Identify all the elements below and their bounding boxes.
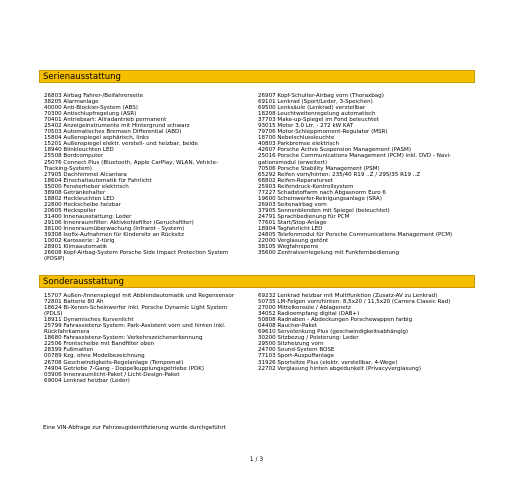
equipment-item: 26708 Geschwindigkeits-Regelanlage (Tempomat) <box>44 359 184 366</box>
equipment-item: 68802 Reifen-Reparaturset <box>258 177 333 184</box>
equipment-item: 40000 Anti-Blockier-System (ABS) <box>44 105 138 112</box>
equipment-item: 27000 Mittelkonsole / Ablagenetz <box>258 305 351 312</box>
equipment-item: 30200 Sitzbezug / Polsterung: Leder <box>258 335 359 342</box>
equipment-item: 28399 Fußmatten <box>44 347 94 354</box>
equipment-item: 18680 Fahrassistenz-System: Verkehrszeichenerkennung <box>44 335 203 342</box>
equipment-item: 69004 Lenkrad heizbar (Leder) <box>44 377 130 384</box>
equipment-item: 18904 Tagfahrlicht LED <box>258 226 323 233</box>
equipment-item: 00789 Kzg. ohne Modelbezeichnung <box>44 353 145 360</box>
equipment-item: 50735 LM-Felgen vorn/hinten: 8,5x20 / 11,5x20 (Carrera Classic Rad) <box>258 299 451 306</box>
equipment-item: 25799 Fahrassistenz-System: Park-Assistent vorn und hinten inkl. <box>44 323 226 330</box>
equipment-item: 18624 Bi-Xenon-Scheinwerfer inkl. Porsche Dynamic Light System <box>44 305 228 312</box>
sonderausstattung-left-column <box>44 293 258 384</box>
sonderausstattung-right-column <box>258 293 474 384</box>
sonderausstattung-columns <box>44 293 474 384</box>
equipment-item: 03906 Innenraumlicht-Paket / Licht-Design-Paket <box>44 371 180 378</box>
serienausstattung-columns <box>44 93 474 262</box>
equipment-item: 69500 Lenksäule (Lenkrad) verstellbar <box>258 105 366 112</box>
equipment-item: 18911 Dynamisches Kurvenlicht <box>44 317 134 324</box>
equipment-item: 15804 Außenspiegel asphärisch, links <box>44 135 149 142</box>
serienausstattung-left-column <box>44 93 258 262</box>
equipment-item: 35000 Fensterheber elektrisch <box>44 183 129 190</box>
equipment-item: 26803 Airbag Fahrer-/Beifahrerseite <box>44 93 144 99</box>
equipment-item: 25076 Connect Plus (Bluetooth, Apple CarPlay, WLAN, Vehicle- <box>44 159 218 166</box>
equipment-item: 29106 Innenraumfilter: Aktivkohlefilter (Geruchsfilter) <box>44 219 194 226</box>
equipment-item: 77227 Schadstoffarm nach Abgasnorm Euro 6 <box>258 189 386 196</box>
equipment-item: 74904 Getriebe 7-Gang - Doppelkupplungsgetriebe (PDK) <box>44 365 205 372</box>
equipment-item: 25508 Bordcomputer <box>44 153 104 160</box>
equipment-item: 50808 Radnaben - Abdeckungen Porschewappen farbig <box>258 317 413 324</box>
equipment-item: 25402 Anzeigeinstrumente mit Hintergrund schwarz <box>44 123 190 130</box>
equipment-item: 24791 Sprachbedienung für PCM <box>258 213 350 220</box>
equipment-item: 72801 Batterie 80 Ah <box>44 299 104 306</box>
equipment-item: 10002 Karosserie: 2-türig <box>44 238 115 245</box>
equipment-item: 26907 Kopf-Schulter-Airbag vorn (Thoraxbag) <box>258 93 384 99</box>
equipment-item: 70401 Antriebsart: Allradantrieb permanent <box>44 117 167 124</box>
equipment-item: 37703 Make-up-Spiegel im Fond beleuchtet <box>258 117 379 124</box>
equipment-item: 25016 Porsche Communications Management (PCM) inkl. DVD - Navi- <box>258 153 452 160</box>
equipment-item: 79706 Motor-Schleppmoment-Regulator (MSR) <box>258 129 388 136</box>
equipment-item: 28901 Klimaautomatik <box>44 244 108 251</box>
equipment-item: 22702 Verglasung hinten abgedunkelt (Privacyverglasung) <box>258 365 421 372</box>
equipment-item: 69232 Lenkrad heizbar mit Multifunktion (Zusatz-AV zu Lenkrad) <box>258 293 438 299</box>
equipment-item: 39308 Isofix-Aufnahmen für Kindersitz an Rücksitz <box>44 232 185 239</box>
page-number: 1 / 3 <box>249 456 264 463</box>
equipment-item: 65292 Reifen vorn/hinten: 235/40 R19 ..Z / 295/35 R19 ..Z <box>258 171 421 178</box>
equipment-item: (POSIP) <box>44 256 65 263</box>
equipment-item: 18700 Nebelschlussleuchte <box>258 135 335 142</box>
equipment-item: Rückfahrkamera <box>44 329 90 336</box>
equipment-item: 18604 Einschaltautomatik für Fahrlicht <box>44 177 152 184</box>
equipment-item: 26903 Seitenairbag vorn <box>258 201 327 208</box>
equipment-item: 70506 Porsche Stability Management (PSM) <box>258 165 380 172</box>
equipment-item: 70503 Automatisches Bremsen Differential (ABD) <box>44 129 182 136</box>
equipment-item: 22506 Frontscheibe mit Bandfilter oben <box>44 341 155 348</box>
equipment-item: 19600 Scheinwerfer-Reinigungsanlage (SRA) <box>258 195 382 202</box>
equipment-item: 04408 Raucher-Paket <box>258 323 318 330</box>
equipment-item: 18940 Blinkleuchten LED <box>44 147 114 154</box>
equipment-item: 26608 Kopf-Airbag-System Porsche Side Impact Protection System <box>44 250 229 257</box>
equipment-item: 31926 Sportsitze Plus (elektr. verstellbar, 4-Wege) <box>258 359 398 366</box>
equipment-item: 27905 Dachhimmel Alcantara <box>44 171 127 178</box>
equipment-item: 37905 Sonnenblenden mit Spiegel (beleuchtet) <box>258 207 390 214</box>
equipment-item: 40803 Parkbremse elektrisch <box>258 141 339 148</box>
vin-check-note: Eine VIN-Abfrage zur Fahrzeugidentifizierung wurde durchgeführt <box>43 425 226 431</box>
equipment-item: gationsmodul (erweitert) <box>258 159 328 166</box>
equipment-item: 18802 Heckleuchten LED <box>44 195 115 202</box>
equipment-item: 42607 Porsche Active Suspension Management (PASM) <box>258 147 411 154</box>
equipment-item: 38205 Alarmanlage <box>44 99 99 106</box>
section-header-serienausstattung: Serienausstattung <box>39 70 475 83</box>
equipment-item: 24700 Sound-System BOSE <box>258 347 335 354</box>
equipment-item: 31400 Innenausstattung: Leder <box>44 213 132 220</box>
equipment-item: 34052 Radioempfang digital (DAB+) <box>258 311 360 318</box>
equipment-item: (PDLS) <box>44 311 63 318</box>
serienausstattung-right-column <box>258 93 474 262</box>
section-header-sonderausstattung: Sonderausstattung <box>39 275 475 288</box>
equipment-item: 35600 Zentralverriegelung mit Funkfernbedienung <box>258 250 399 257</box>
equipment-item: 38105 Wegfahrsperre <box>258 244 319 251</box>
equipment-item: 15201 Außenspiegel elektr. verstell- und heizbar, beide <box>44 141 198 148</box>
equipment-item: 69101 Lenkrad (Sport/Leder, 3-Speichen) <box>258 99 373 106</box>
equipment-item: 18208 Leuchtweitenregelung automatisch <box>258 111 376 118</box>
equipment-item: 69610 Servolenkung Plus (geschwindigkeitsabhängig) <box>258 329 409 336</box>
equipment-item: 77601 Start/Stop-Anlage <box>258 219 327 226</box>
equipment-item: 22800 Heckscheibe heizbar <box>44 201 121 208</box>
equipment-item: 20605 Heckspoiler <box>44 207 96 214</box>
equipment-item: 24805 Telefonmodul für Porsche Communications Management (PCM) <box>258 232 453 239</box>
equipment-item: 29500 Sitzheizung vorn <box>258 341 324 348</box>
equipment-item: 22000 Verglasung getönt <box>258 238 329 245</box>
equipment-item: 93015 Motor 3.0 Ltr. - 272 kW KAT <box>258 123 354 130</box>
equipment-item: 38908 Getränkehalter <box>44 189 106 196</box>
equipment-item: 25903 Reifendruck-Kontrollsystem <box>258 183 354 190</box>
equipment-item: 77103 Sport-Auspuffanlage <box>258 353 335 360</box>
equipment-item: Tracking-System) <box>44 165 92 172</box>
equipment-item: 38100 Innenraumüberwachung (Infrarot - System) <box>44 226 185 233</box>
equipment-item: 15707 Außen-/Innenspiegel mit Abblendautomatik und Regensensor <box>44 293 235 299</box>
equipment-item: 70300 Antischlupfregelung (ASR) <box>44 111 137 118</box>
